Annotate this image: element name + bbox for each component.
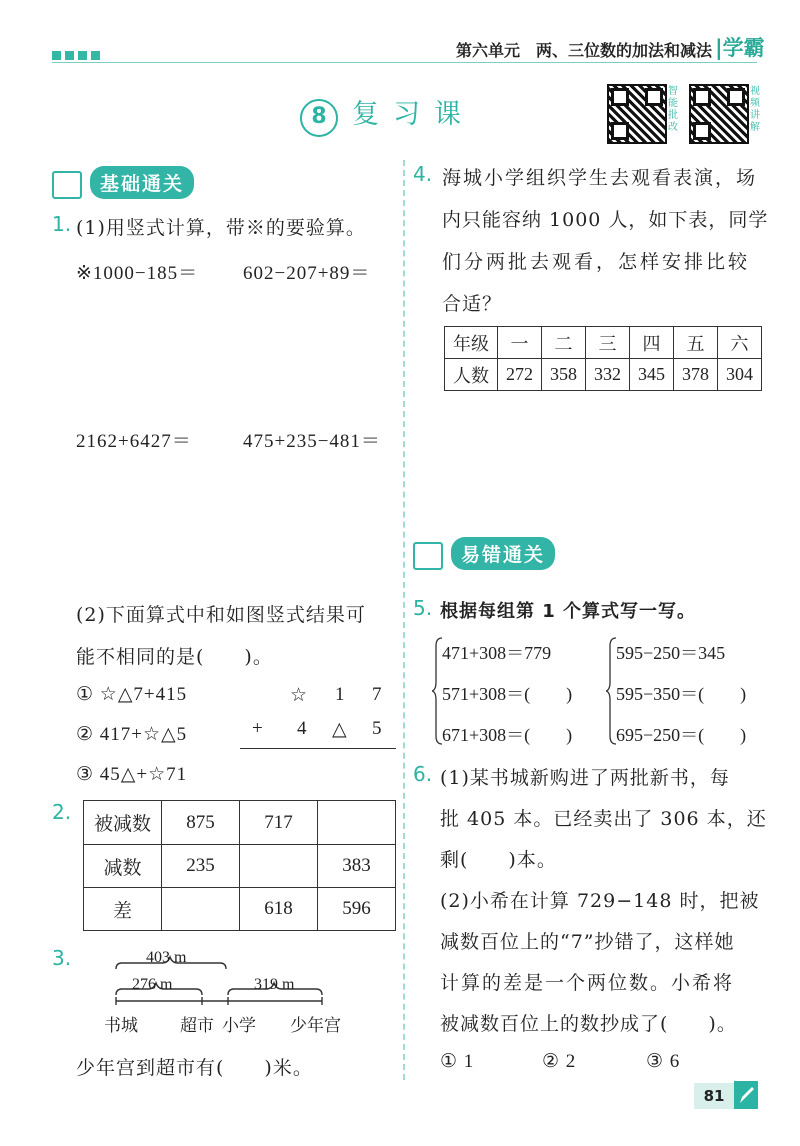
vertical-digit: 5 bbox=[372, 718, 382, 739]
q1-part2-prompt-1: (2)下面算式中和如图竖式结果可 bbox=[76, 604, 366, 626]
q6-line-4: (2)小希在计算 729−148 时，把被 bbox=[440, 890, 760, 912]
column-divider bbox=[403, 160, 405, 1080]
q3-seg1-label: 276 m bbox=[132, 976, 173, 993]
q5-right-2: 595−350＝( ) bbox=[616, 684, 747, 704]
q2-cell bbox=[318, 801, 396, 845]
q2-cell: 差 bbox=[84, 888, 162, 931]
q4-header-cell: 六 bbox=[718, 327, 762, 359]
q1-option-3: ③ 45△+☆71 bbox=[76, 764, 188, 785]
q2-cell bbox=[240, 845, 318, 888]
q1-option-2: ② 417+☆△5 bbox=[76, 724, 188, 745]
section-basic bbox=[52, 166, 194, 196]
q3-place-2: 超市 bbox=[180, 1016, 214, 1036]
q4-header-cell: 五 bbox=[674, 327, 718, 359]
brand-logo: |学霸 bbox=[715, 36, 765, 60]
q4-line-1: 海城小学组织学生去观看表演，场 bbox=[442, 167, 758, 189]
checklist-icon bbox=[52, 171, 82, 199]
lesson-title bbox=[300, 92, 475, 137]
vertical-digit: 7 bbox=[372, 684, 382, 705]
vertical-rule bbox=[240, 748, 396, 749]
section-error-prone-label: 易错通关 bbox=[451, 537, 555, 570]
q4-line-3: 们分两批去观看，怎样安排比较 bbox=[442, 251, 751, 273]
q3-place-1: 书城 bbox=[104, 1016, 138, 1036]
q2-table bbox=[83, 800, 396, 931]
q1-option-1: ① ☆△7+415 bbox=[76, 684, 188, 705]
q2-cell: 875 bbox=[162, 801, 240, 845]
q4-line-4: 合适？ bbox=[442, 293, 503, 315]
vertical-digit: 4 bbox=[297, 718, 307, 739]
qr-code-video[interactable] bbox=[689, 84, 749, 144]
q3-place-4: 少年宫 bbox=[290, 1016, 341, 1036]
q4-value-cell: 332 bbox=[586, 359, 630, 391]
q2-cell bbox=[162, 888, 240, 931]
page-number: 81 bbox=[694, 1083, 734, 1109]
q3-question: 少年宫到超市有( )米。 bbox=[76, 1057, 313, 1079]
q6-line-1: (1)某书城新购进了两批新书，每 bbox=[440, 767, 730, 789]
vertical-digit: ☆ bbox=[290, 685, 308, 706]
q1-expr-2: 602−207+89＝ bbox=[243, 263, 371, 284]
header-rule bbox=[52, 62, 757, 63]
q5-right-1: 595−250＝345 bbox=[616, 643, 726, 663]
q5-left-1: 471+308＝779 bbox=[442, 643, 552, 663]
qr-caption-grading: 智能批改 bbox=[668, 86, 678, 133]
lesson-title-text: 复习课 bbox=[352, 99, 475, 130]
vertical-digit: △ bbox=[332, 719, 347, 740]
q4-header-cell: 二 bbox=[542, 327, 586, 359]
q6-line-2: 批 405 本。已经卖出了 306 本，还 bbox=[440, 808, 767, 830]
q3-total-label: 403 m bbox=[146, 949, 187, 966]
q6-line-7: 被减数百位上的数抄成了( )。 bbox=[440, 1013, 737, 1035]
pencil-icon bbox=[734, 1081, 758, 1109]
vertical-operator: + bbox=[252, 718, 263, 739]
q2-cell: 596 bbox=[318, 888, 396, 931]
q1-expr-1: ※1000−185＝ bbox=[76, 263, 199, 284]
q3-place-3: 小学 bbox=[222, 1016, 256, 1036]
q4-value-cell: 358 bbox=[542, 359, 586, 391]
unit-title: 第六单元 两、三位数的加法和减法 bbox=[455, 41, 712, 60]
q4-value-cell: 345 bbox=[630, 359, 674, 391]
qr-code-grading[interactable] bbox=[607, 84, 667, 144]
q2-cell: 618 bbox=[240, 888, 318, 931]
q2-cell: 被减数 bbox=[84, 801, 162, 845]
q2-number: 2. bbox=[52, 800, 72, 824]
q4-value-cell: 378 bbox=[674, 359, 718, 391]
q1-part1-prompt: (1)用竖式计算，带※的要验算。 bbox=[76, 217, 366, 239]
q4-value-cell: 272 bbox=[498, 359, 542, 391]
q6-number: 6. bbox=[413, 762, 433, 786]
q1-expr-3: 2162+6427＝ bbox=[76, 431, 192, 452]
q4-table bbox=[444, 326, 762, 391]
q6-line-3: 剩( )本。 bbox=[440, 849, 557, 871]
q6-option-3: ③ 6 bbox=[646, 1051, 681, 1072]
q3-seg2-label: 319 m bbox=[254, 976, 295, 993]
q5-right-3: 695−250＝( ) bbox=[616, 725, 747, 745]
q5-prompt: 根据每组第 1 个算式写一写。 bbox=[440, 601, 697, 622]
section-error-prone bbox=[413, 537, 555, 567]
q6-option-2: ② 2 bbox=[542, 1051, 577, 1072]
q6-line-6: 计算的差是一个两位数。小希将 bbox=[440, 972, 735, 994]
qr-caption-video: 视频讲解 bbox=[750, 86, 760, 133]
q1-expr-4: 475+235−481＝ bbox=[243, 431, 381, 452]
q1-vertical-calc bbox=[240, 684, 396, 749]
q1-number: 1. bbox=[52, 212, 72, 236]
q4-number: 4. bbox=[413, 162, 433, 186]
section-basic-label: 基础通关 bbox=[90, 166, 194, 199]
q4-value-cell: 304 bbox=[718, 359, 762, 391]
q4-header-cell: 三 bbox=[586, 327, 630, 359]
lesson-number-badge: 8 bbox=[300, 99, 338, 137]
q6-option-1: ① 1 bbox=[440, 1051, 475, 1072]
q2-cell: 383 bbox=[318, 845, 396, 888]
q4-header-cell: 一 bbox=[498, 327, 542, 359]
q4-value-cell: 人数 bbox=[445, 359, 498, 391]
q4-line-2: 内只能容纳 1000 人，如下表，同学 bbox=[442, 209, 769, 231]
q6-line-5: 减数百位上的“7”抄错了，这样她 bbox=[440, 931, 735, 953]
q2-cell: 717 bbox=[240, 801, 318, 845]
book-icon bbox=[413, 542, 443, 570]
q3-number: 3. bbox=[52, 946, 72, 970]
q2-cell: 235 bbox=[162, 845, 240, 888]
q4-header-cell: 四 bbox=[630, 327, 674, 359]
q5-left-3: 671+308＝( ) bbox=[442, 725, 573, 745]
q2-cell: 减数 bbox=[84, 845, 162, 888]
q5-number: 5. bbox=[413, 596, 433, 620]
q1-part2-prompt-2: 能不相同的是( )。 bbox=[76, 646, 273, 668]
q5-left-2: 571+308＝( ) bbox=[442, 684, 573, 704]
q4-header-cell: 年级 bbox=[445, 327, 498, 359]
vertical-digit: 1 bbox=[335, 684, 345, 705]
